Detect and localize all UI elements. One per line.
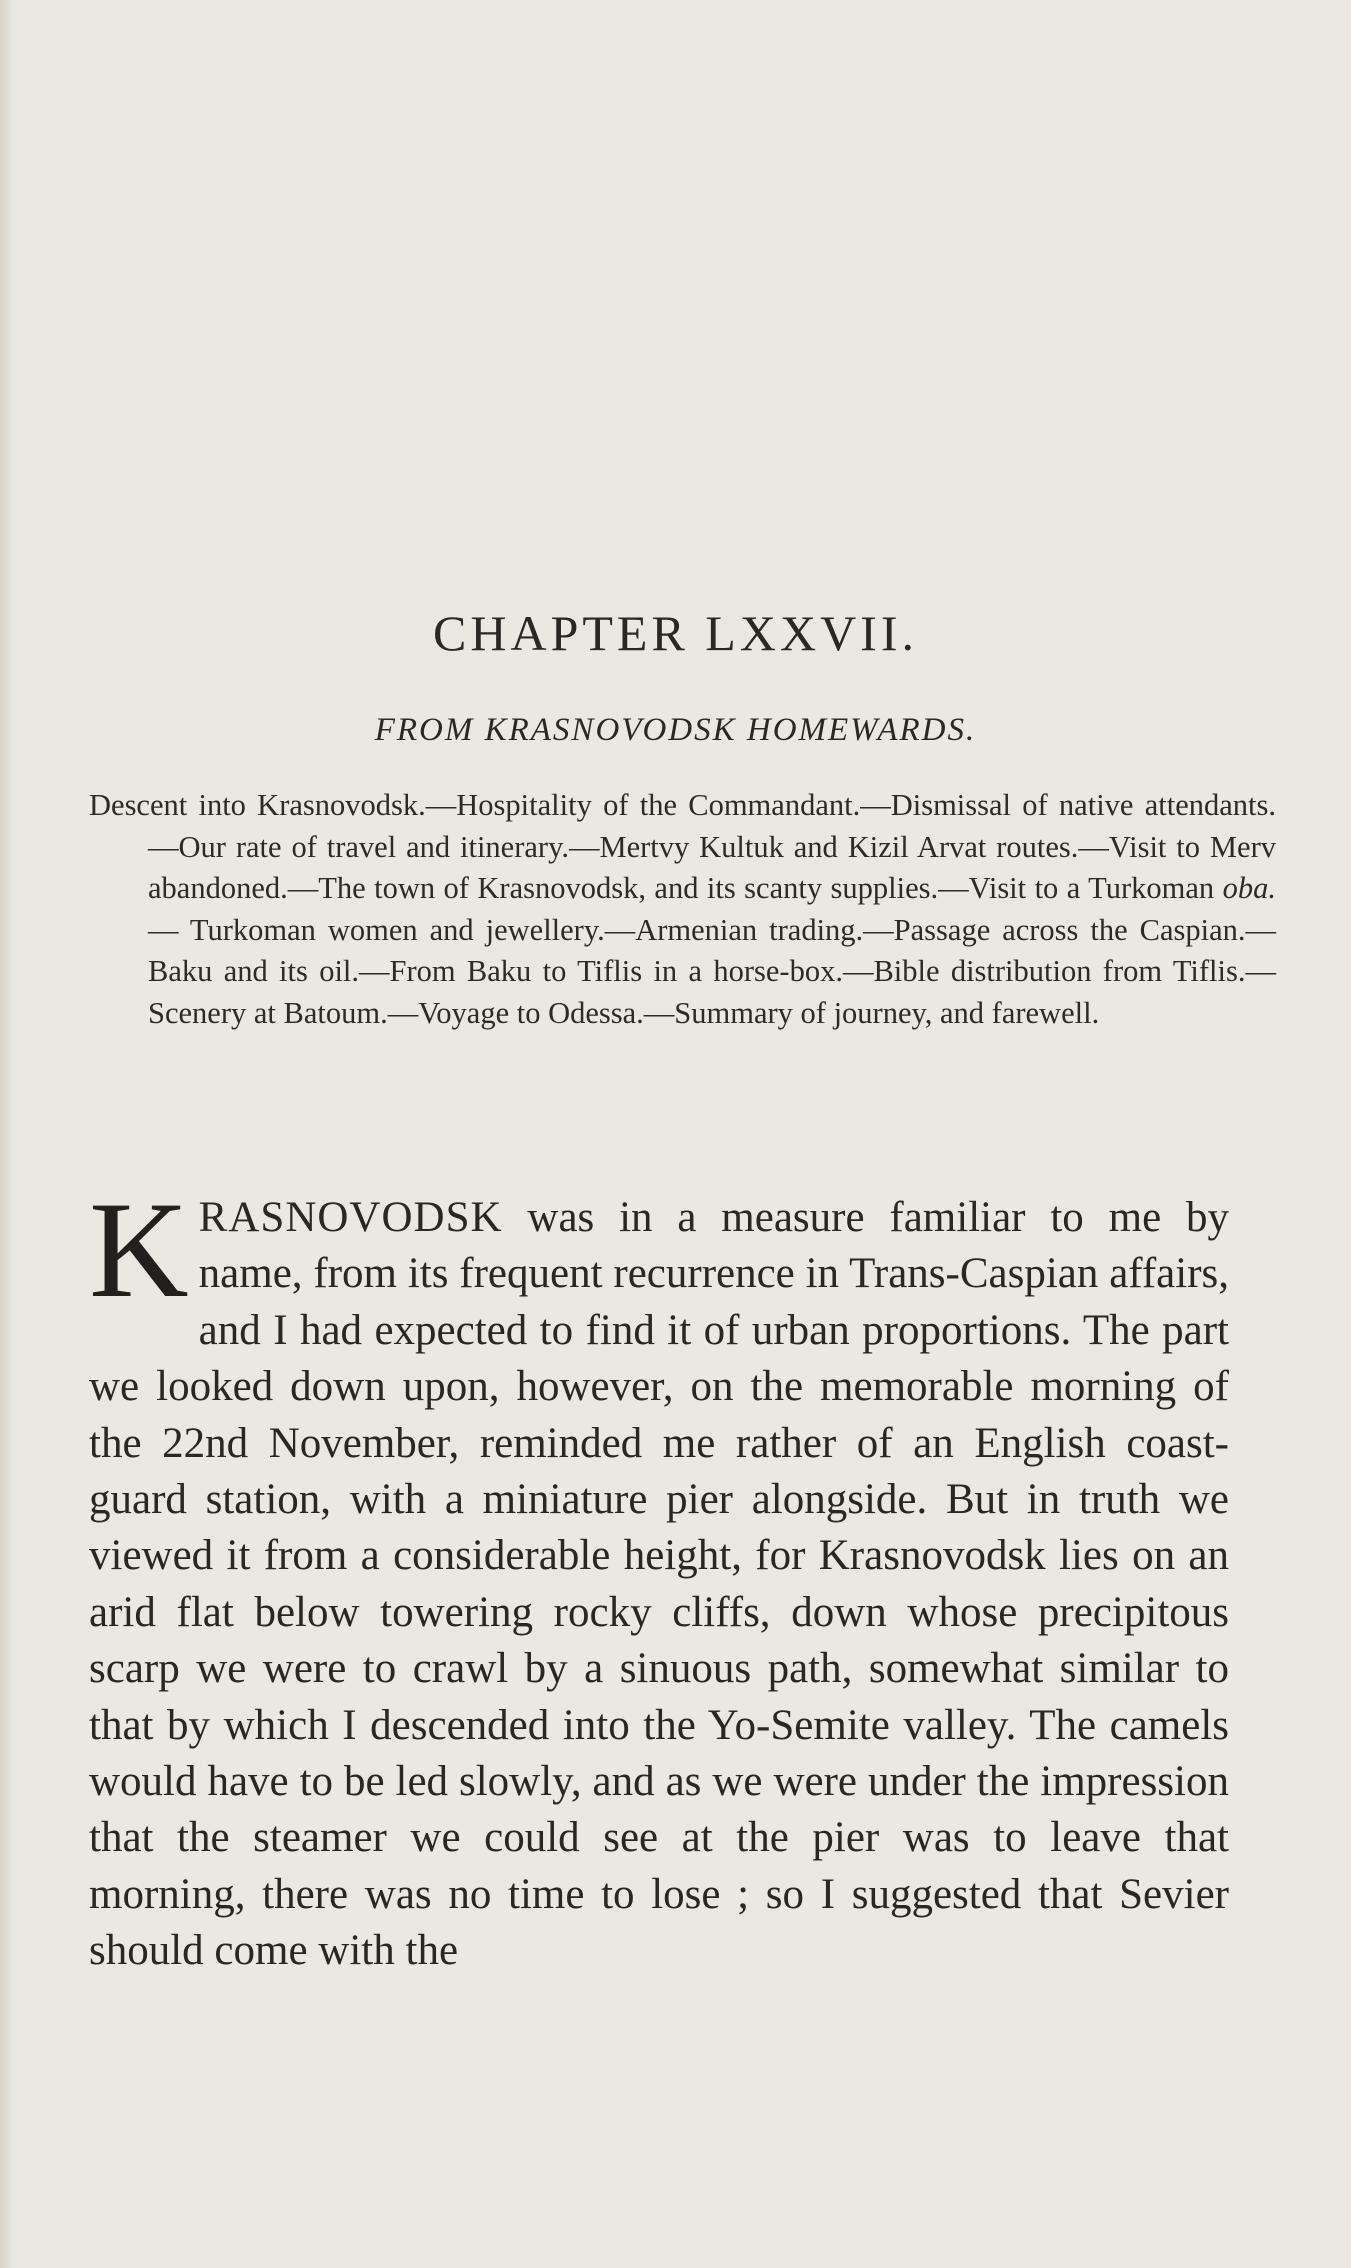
page-edge-shadow: [0, 0, 14, 2268]
body-paragraph: [89, 1173, 1229, 1980]
body-text: was in a measure familiar to me by name, from its frequent recurrence in Trans-Caspian affairs, and I had expected to find it of urban proportions. The part we looked down upon, however, on the memorable morning of the 22nd November, reminded me rather of an English coast-guard station, with a miniature pier alongside. But in truth we viewed it from a considerable height, for Krasnovodsk lies on an arid flat below towering rocky cliffs, down whose precipitous scarp we were to crawl by a sinuous path, somewhat similar to that by which I descended into the Yo-Semite valley. The camels would have to be led slowly, and as we were under the impression that the steamer we could see at the pier was to leave that morning, there was no time to lose ; so I suggested that Sevier should come with the: [89, 1194, 1229, 1975]
synopsis-lead: Descent into Krasnovodsk.—Hospitality of the Commandant.—Dismissal of native attendants.—Our rate of travel and itinerary.—Mertvy Kultuk and Kizil Arvat routes.—Visit to Merv abandoned.—The town of Krasnovodsk, and its scanty supplies.—Visit to a Turkoman: [89, 788, 1276, 906]
chapter-subtitle: FROM KRASNOVODSK HOMEWARDS.: [374, 712, 977, 748]
synopsis-rest: — Turkoman women and jewellery.—Armenian trading.—Passage across the Caspian.—Baku and its oil.—From Baku to Tiflis in a horse-box.—Bible distribution from Tiflis.—Scenery at Batoum.—Voyage to Odessa.—Summary of journey, and farewell.: [148, 912, 1276, 1030]
chapter-heading: CHAPTER LXXVII.: [433, 605, 918, 661]
synopsis-italic-word: oba.: [1222, 871, 1276, 906]
drop-cap: K: [89, 1173, 189, 1326]
chapter-synopsis: [89, 785, 1276, 1035]
opening-small-caps: RASNOVODSK: [198, 1194, 503, 1241]
